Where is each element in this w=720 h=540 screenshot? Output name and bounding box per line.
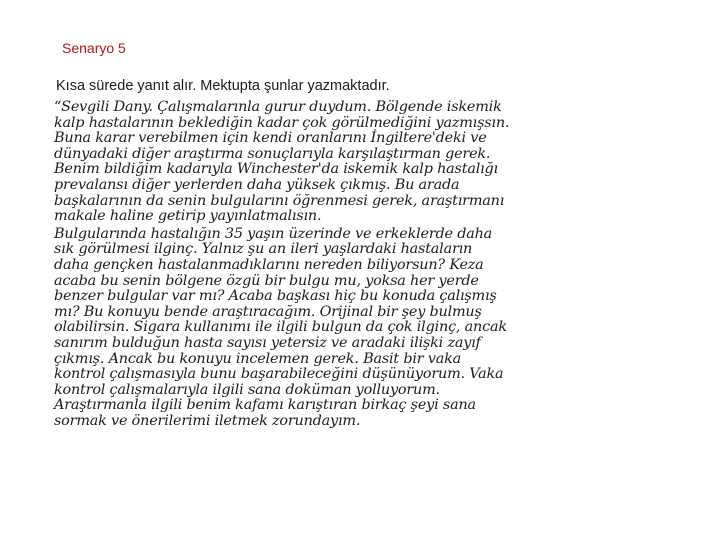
letter-line: prevalansı diğer yerlerden daha yüksek çıkmış. Bu arada — [54, 176, 460, 193]
scenario-title: Senaryo 5 — [62, 40, 126, 56]
letter-line: Buna karar verebilmen için kendi oranlarını İngiltere'deki ve — [54, 130, 487, 147]
letter-line: makale haline getirip yayınlatmalısın. — [54, 208, 322, 225]
letter-line: kontrol çalışmasıyla bunu başarabileceğini düşünüyorum. Vaka — [54, 366, 504, 383]
letter-line: sormak ve önerilerimi iletmek zorundayım. — [54, 412, 361, 429]
letter-line: dünyadaki diğer araştırma sonuçlarıyla karşılaştırman gerek. — [54, 145, 491, 162]
letter-line: çıkmış. Ancak bu konuyu incelemen gerek. Basit bir vaka — [54, 350, 462, 367]
letter-line: acaba bu senin bölgene özgü bir bulgu mu, yoksa her yerde — [54, 272, 479, 289]
intro-text: Kısa sürede yanıt alır. Mektupta şunlar yazmaktadır. — [56, 78, 390, 94]
letter-line: benzer bulgular var mı? Acaba başkası hiç bu konuda çalışmış — [54, 288, 497, 305]
letter-line: sanırım bulduğun hasta sayısı yetersiz ve aradaki ilişki zayıf — [54, 334, 481, 351]
letter-line: mı? Bu konuyu bende araştıracağım. Orijinal bir şey bulmuş — [54, 303, 482, 320]
letter-line: olabilirsin. Sigara kullanımı ile ilgili bulgun da çok ilginç, ancak — [54, 319, 507, 336]
letter-line: kontrol çalışmalarıyla ilgili sana doküman yolluyorum. — [54, 381, 440, 398]
letter-line: “Sevgili Dany. Çalışmalarınla gurur duydum. Bölgende iskemik — [54, 99, 502, 115]
letter-line: daha gençken hastalanmadıklarını nereden biliyorsun? Keza — [54, 256, 484, 273]
letter-paragraph-1 — [54, 100, 704, 225]
handwritten-letter — [54, 100, 704, 429]
letter-line: Araştırmanla ilgili benim kafamı karıştıran birkaç şeyi sana — [54, 397, 476, 414]
letter-line: Bulgularında hastalığın 35 yaşın üzerinde ve erkeklerde daha — [54, 225, 493, 242]
letter-line: başkalarının da senin bulgularını öğrenmesi gerek, araştırmanı — [54, 192, 505, 209]
letter-line: Benim bildiğim kadarıyla Winchester'da iskemik kalp hastalığı — [54, 161, 498, 178]
letter-paragraph-2 — [54, 227, 704, 430]
letter-line: kalp hastalarının beklediğin kadar çok görülmediğini yazmışsın. — [54, 114, 510, 131]
letter-line: sık görülmesi ilginç. Yalnız şu an ileri yaşlardaki hastaların — [54, 241, 473, 258]
